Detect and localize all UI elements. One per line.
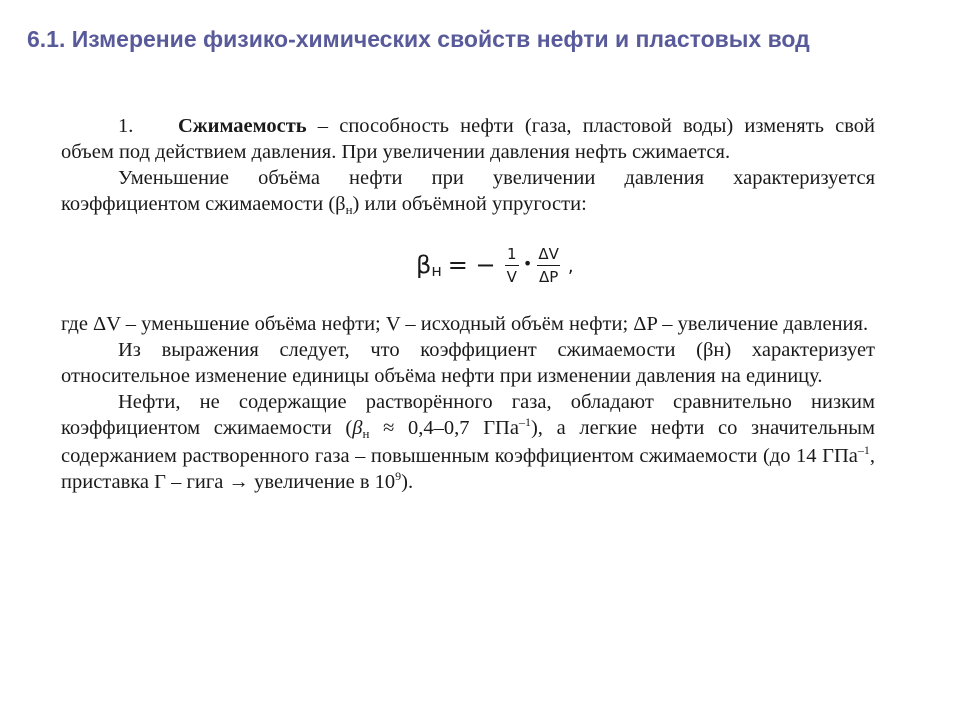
fraction-numerator: 1 xyxy=(507,244,517,263)
values-text-4: , приставка Г – гига → увеличение в 10 xyxy=(61,445,875,493)
paragraph-variable-definitions: где ΔV – уменьшение объёма нефти; V – исходный объём нефти; ΔP – увеличение давления. xyxy=(61,313,869,335)
formula-beta-subscript: н xyxy=(431,261,442,280)
fraction-denominator: V xyxy=(505,265,519,288)
fraction-denominator: ΔP xyxy=(537,265,560,288)
slide-title: 6.1. Измерение физико-химических свойств нефти и пластовых вод xyxy=(27,26,810,52)
formula-beta: β xyxy=(416,251,432,279)
paragraph-expression-meaning: Из выражения следует, что коэффициент сжимаемости (βн) характеризует относительное изменение единицы объёма нефти при изменении давления на единицу. xyxy=(61,339,875,387)
slide-body xyxy=(61,113,875,495)
paragraph-compressibility-definition xyxy=(61,113,875,165)
exponent: –1 xyxy=(518,415,531,430)
beta-symbol: β xyxy=(352,417,363,439)
definition-text: – способность нефти (газа, пластовой воды) изменять свой объем под действием давления. При увеличении давления нефть сжимается. xyxy=(61,115,875,163)
compressibility-formula xyxy=(61,219,875,311)
fraction-numerator: ΔV xyxy=(538,244,559,263)
paragraph-oil-compressibility-values xyxy=(61,389,875,495)
values-text-5: ). xyxy=(401,471,414,493)
beta-subscript: н xyxy=(345,202,353,217)
values-text-2: ≈ 0,4–0,7 ГПа xyxy=(369,417,519,439)
exponent: –1 xyxy=(857,443,870,458)
formula-comma: , xyxy=(567,256,574,277)
formula-multiply-dot: • xyxy=(522,254,533,273)
term-compressibility: Сжимаемость xyxy=(178,115,307,137)
formula-equals-minus: = − xyxy=(447,251,496,279)
values-text-1: Нефти, не содержащие растворённого газа, обладают сравнительно низким коэффициентом сжимаемости ( xyxy=(61,391,875,439)
values-text-3: ), а легкие нефти со значительным содержанием растворенного газа – повышенным коэффициентом сжимаемости (до 14 ГПа xyxy=(61,417,875,467)
coefficient-intro-text: Уменьшение объёма нефти при увеличении давления характеризуется коэффициентом сжимаемости (β xyxy=(61,167,875,215)
exponent: 9 xyxy=(395,469,402,484)
paragraph-coefficient-intro xyxy=(61,165,875,219)
beta-subscript: н xyxy=(362,426,370,441)
formula-fraction-dv-over-dp xyxy=(536,243,561,288)
coefficient-intro-end: ) или объёмной упругости: xyxy=(352,193,587,215)
formula-fraction-one-over-v xyxy=(505,243,519,288)
list-number: 1. xyxy=(118,115,134,137)
